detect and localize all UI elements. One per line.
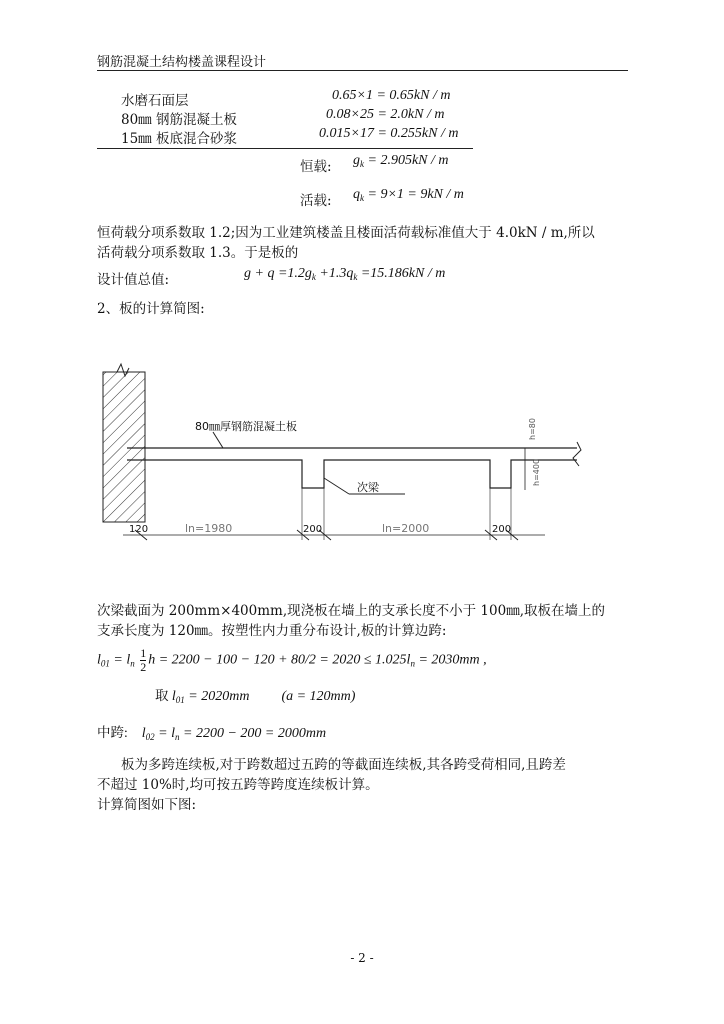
- page-number: - 2 -: [350, 951, 374, 965]
- slab-label: 80㎜厚钢筋混凝土板: [195, 420, 297, 433]
- continuous-line-1: 板为多跨连续板,对于跨数超过五跨的等截面连续板,其各跨受荷相同,且跨差: [121, 757, 566, 773]
- beam-height-label: h=400: [532, 458, 541, 486]
- load-formula-3: 0.015×17 = 0.255kN / m: [319, 126, 459, 141]
- load-label-2: 80㎜ 钢筋混凝土板: [121, 112, 237, 128]
- dim-200-right: 200: [492, 524, 512, 535]
- section-2-title: 2、板的计算简图:: [97, 301, 205, 317]
- sum-rule: [97, 148, 473, 149]
- dim-120: 120: [129, 524, 149, 535]
- slab-break-mark: [573, 442, 581, 466]
- design-total-label: 设计值总值:: [97, 272, 170, 288]
- dim-ln-1980: ln=1980: [185, 522, 233, 535]
- load-label-1: 水磨石面层: [121, 93, 189, 109]
- beam-leader: [324, 478, 349, 494]
- design-total-formula: $g + q =1.2g_k +1.3q_k =15.186kN / m$: [244, 266, 446, 282]
- dim-200-left: 200: [303, 524, 323, 535]
- beam-label: 次梁: [357, 481, 379, 494]
- slab-height-label: h=80: [528, 418, 537, 440]
- factor-line-1: 恒荷载分项系数取 1.2;因为工业建筑楼盖且楼面活荷载标准值大于 4.0kN / m,所以: [97, 225, 595, 241]
- live-load-label: 活载:: [300, 193, 332, 209]
- slab-calculation-diagram: [95, 360, 615, 560]
- edge-span-formula: $l_{01} = l_n$ $\frac{1}{2}$ $h = 2200 - 100 - 120 + 80/2 = 2020 \le 1.025l_n = 2030mm$ ,: [97, 646, 487, 674]
- load-formula-2: 0.08×25 = 2.0kN / m: [326, 107, 445, 122]
- load-formula-1: 0.65×1 = 0.65kN / m: [332, 88, 451, 103]
- dead-load-label: 恒载:: [300, 159, 332, 175]
- continuous-line-3: 计算简图如下图:: [97, 797, 197, 813]
- dim-ln-2000: ln=2000: [382, 522, 430, 535]
- factor-line-2: 活荷载分项系数取 1.3。于是板的: [97, 245, 299, 261]
- continuous-line-2: 不超过 10%时,均可按五跨等跨度连续板计算。: [97, 777, 379, 793]
- dead-load-formula: $g_k = 2.905kN / m$: [353, 153, 449, 169]
- beam-line-1: 次梁截面为 200mm×400mm,现浇板在墙上的支承长度不小于 100㎜,取板在墙上的: [97, 603, 605, 619]
- take-edge-span: 取 $l_{01} = 2020mm$ (a = 120mm): [155, 688, 356, 705]
- header-rule: [97, 70, 628, 71]
- slab-leader: [213, 432, 223, 448]
- beam-line-2: 支承长度为 120㎜。按塑性内力重分布设计,板的计算边跨:: [97, 623, 447, 639]
- mid-span-formula: 中跨: $l_{02} = l_n = 2200 - 200 = 2000mm$: [97, 725, 327, 742]
- wall-hatch: [103, 372, 145, 522]
- live-load-formula: $q_k = 9\times 1 = 9kN / m$: [353, 187, 464, 203]
- load-label-3: 15㎜ 板底混合砂浆: [121, 131, 237, 147]
- slab-outline: [127, 448, 577, 488]
- running-header: 钢筋混凝土结构楼盖课程设计: [97, 55, 267, 70]
